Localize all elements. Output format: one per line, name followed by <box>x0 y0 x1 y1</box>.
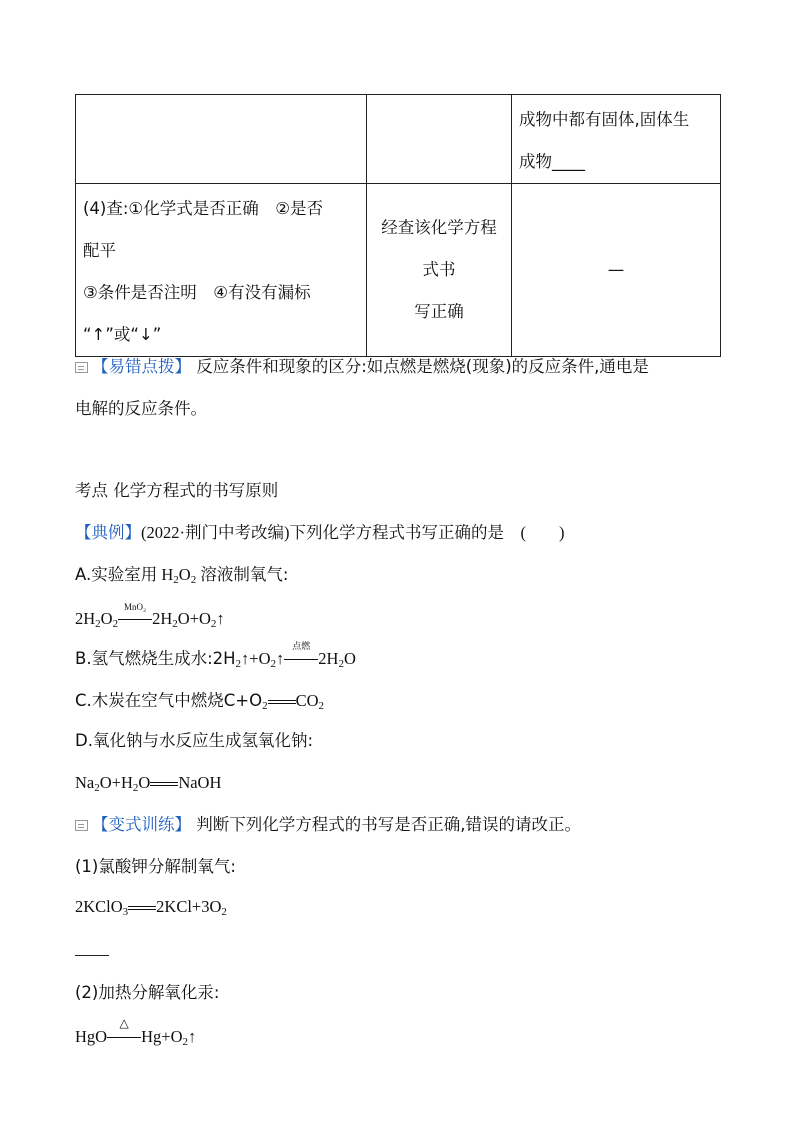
option-a: A.实验室用 $H_2O_2$ 溶液制氧气: <box>75 565 289 586</box>
option-c: C.木炭在空气中燃烧$C+O_2$ $CO_2$ <box>75 691 325 712</box>
option-a-label: A.实验室用 <box>75 565 158 584</box>
condition-label: MnO₂ <box>124 602 147 612</box>
equals-sign <box>150 772 178 794</box>
table-cell <box>367 184 512 357</box>
table-cell <box>76 95 367 184</box>
condition-label: △ <box>119 1016 129 1030</box>
cell-text: — <box>607 260 625 279</box>
table-cell <box>367 95 512 184</box>
cell-text: 写正确 <box>414 302 464 321</box>
question-1-equation: 2KClO$_3$ $2KCl+3O_2$ <box>75 897 227 918</box>
equation-text: 2H <box>152 609 173 628</box>
table-cell <box>76 184 367 357</box>
option-a-equation: $2H_2O_2$ MnO₂ $2H_2O+O_2↑$ <box>75 602 225 630</box>
equation-text: 2KClO <box>75 897 123 916</box>
note-icon <box>75 820 88 831</box>
condition-arrow <box>118 602 152 630</box>
option-d-equation: $Na_2O+H_2O$ NaOH <box>75 773 222 794</box>
cell-text: ③条件是否注明 ④有没有漏标 <box>83 283 311 302</box>
example-tag: 【典例】 <box>75 523 141 542</box>
option-b: B.氢气燃烧生成水$:2H_2↑+O_2↑$ 点燃 $2H_2O$ <box>75 642 356 670</box>
condition-arrow <box>284 642 318 670</box>
tip-line-2: 电解的反应条件。 <box>75 399 207 418</box>
option-c-label: C.木炭在空气中燃烧C+O <box>75 691 263 710</box>
option-a-text: 溶液制氧气: <box>200 565 289 584</box>
tip-text: 反应条件和现象的区分:如点燃是燃烧(现象)的反应条件,通电是 <box>191 357 649 376</box>
equation-text: Na <box>75 773 95 792</box>
content-table <box>75 94 721 357</box>
condition-arrow <box>107 1016 141 1048</box>
condition-label: 点燃 <box>292 642 311 652</box>
table-cell <box>512 95 721 184</box>
cell-text: 经查该化学方程 <box>381 218 497 237</box>
option-d: D.氧化钠与水反应生成氢氧化钠: <box>75 731 314 750</box>
equals-sign <box>128 896 156 918</box>
example-stem-text: (2022·荆门中考改编)下列化学方程式书写正确的是 ( ) <box>141 523 565 542</box>
cell-text: (4)查:①化学式是否正确 ②是否 <box>83 199 324 218</box>
cell-text: 成物中都有固体,固体生 <box>519 110 690 129</box>
training-line <box>75 814 581 836</box>
cell-text: 配平 <box>83 241 116 260</box>
table-cell <box>512 184 721 357</box>
note-icon <box>75 362 88 373</box>
question-1: (1)氯酸钾分解制氧气: <box>75 857 236 876</box>
training-text: 判断下列化学方程式的书写是否正确,错误的请改正。 <box>191 815 581 834</box>
tip-tag: 【易错点拨】 <box>92 357 191 376</box>
cell-text: “↑”或“↓” <box>83 325 162 344</box>
equals-sign <box>268 690 296 712</box>
equation-text: 2H <box>75 609 96 628</box>
cell-text: 式书 <box>422 260 456 279</box>
answer-blank-1[interactable] <box>75 940 109 962</box>
question-2: (2)加热分解氧化汞: <box>75 983 220 1002</box>
question-2-equation: HgO △ $Hg+O_2↑$ <box>75 1016 197 1048</box>
option-b-label: B.氢气燃烧生成水:2H <box>75 649 236 668</box>
example-stem <box>75 522 564 544</box>
tip-line-1 <box>75 356 649 378</box>
training-tag: 【变式训练】 <box>92 815 191 834</box>
cell-text: 成物____ <box>519 152 585 171</box>
section-title: 考点 化学方程式的书写原则 <box>75 481 279 500</box>
